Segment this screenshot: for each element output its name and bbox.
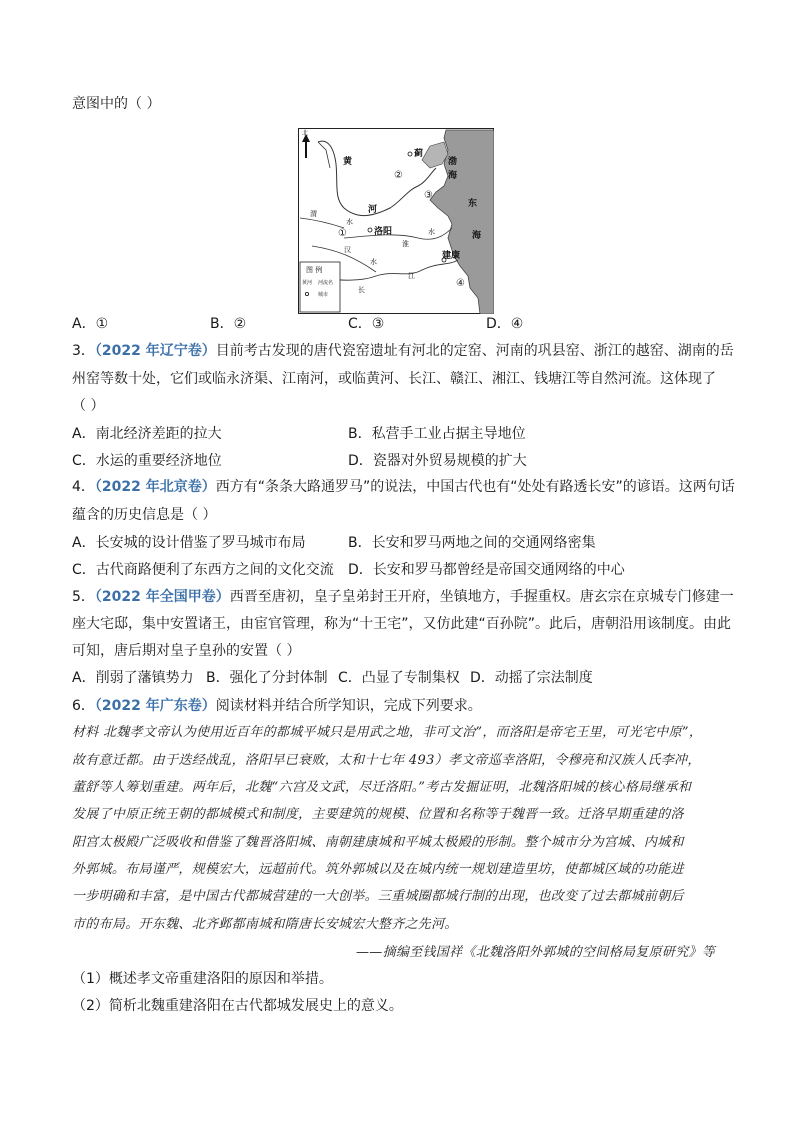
q6-material-line-6: 外郭城。布局谨严，规模宏大，远超前代。筑外郭城以及在城内统一规划建造里坊，使都城区域的功能进 (72, 862, 684, 877)
q5-number: 5． (72, 589, 95, 605)
q6-material-line-1: 材料 北魏孝文帝认为使用近百年的都城平城只是用武之地，非可文治”，而洛阳是帝宅王里，可光宅中原”， (72, 725, 703, 740)
q4-stem-1: 西方有“条条大路通罗马”的说法，中国古代也有“处处有路透长安”的谚语。这两句话 (215, 479, 735, 495)
q3-option-c: C．水运的重要经济地位 (72, 453, 222, 469)
map-label-huaishui: 水 (428, 228, 435, 236)
q5-option-c: C．凸显了专制集权 (338, 670, 460, 686)
q4-option-a: A．长安城的设计借鉴了罗马城市布局 (72, 535, 306, 551)
q5-option-d: D．动摇了宗法制度 (470, 670, 593, 686)
q5-option-b: B．强化了分封体制 (206, 670, 328, 686)
q3-option-d: D．瓷器对外贸易规模的扩大 (348, 453, 527, 469)
q6-material-citation: ——摘编至钱国祥《北魏洛阳外郭城的空间格局复原研究》等 (356, 945, 716, 960)
q5-source: （2022 年全国甲卷） (94, 589, 230, 605)
q4-source: （2022 年北京卷） (94, 479, 216, 495)
q5-stem-line-1 (72, 587, 734, 607)
map-label-donghai: 海 (472, 231, 482, 241)
q5-stem-line-3: 可知，唐后期对皇子皇孙的安置（ ） (72, 643, 301, 659)
q3-stem-line-1 (72, 341, 734, 361)
map-figure (298, 128, 494, 314)
q3-option-a: A．南北经济差距的拉大 (72, 426, 222, 442)
q5-option-a: A．削弱了藩镇势力 (72, 670, 194, 686)
q6-material-line-8: 市的布局。开东魏、北齐邺都南城和隋唐长安城宏大整齐之先河。 (72, 917, 458, 932)
map-label-hanshui: 水 (370, 258, 377, 266)
north-label: 北 (302, 130, 309, 137)
map-label-bohai2: 海 (448, 171, 458, 181)
q6-material-line-2: 故有意迁都。由于迭经战乱，洛阳早已衰败，太和十七年 493）孝文帝巡幸洛阳，令穆亮和汉族人氏李冲， (72, 753, 701, 768)
question-2-stem-tail: 意图中的（ ） (72, 96, 161, 112)
legend-river-sample: 黄河 (302, 280, 313, 286)
map-label-he: 河 (368, 205, 378, 215)
map-label-shui: 水 (346, 218, 353, 226)
map-label-bohai1: 渤 (448, 157, 458, 167)
map-label-ji: 蓟 (414, 149, 424, 159)
q3-stem-1: 目前考古发现的唐代瓷窑遗址有河北的定窑、河南的巩县窑、浙江的越窑、湖南的岳 (215, 343, 734, 359)
map-label-han: 汉 (344, 246, 351, 254)
map-label-wei: 渭 (310, 210, 317, 218)
q6-material-line-3: 董舒等人筹划重建。两年后，北魏“六宫及文武，尽迁洛阳。”考古发掘证明，北魏洛阳城的核心格局继承和 (72, 780, 692, 795)
map-label-luoyang: 洛阳 (374, 227, 393, 237)
q2-option-b: B．② (210, 316, 247, 332)
q3-number: 3． (72, 343, 95, 359)
map-marker-2: ② (394, 170, 403, 181)
q2-option-d: D．④ (486, 316, 524, 332)
legend-city-label: 城市 (318, 292, 329, 298)
q3-option-b: B．私营手工业占据主导地位 (348, 426, 526, 442)
q4-option-d: D．长安和罗马都曾经是帝国交通网络的中心 (348, 562, 625, 578)
q2-option-a: A．① (72, 316, 109, 332)
map-legend (300, 262, 340, 312)
q6-subquestion-2: （2）简析北魏重建洛阳在古代都城发展史上的意义。 (72, 998, 403, 1014)
q6-material-line-4: 发展了中原正统王朝的都城模式和制度，主要建筑的规模、位置和名称等于魏晋一致。迁洛早期重建的洛 (72, 807, 684, 822)
q4-stem-line-2: 蕴含的历史信息是（ ） (72, 507, 217, 523)
q3-source: （2022 年辽宁卷） (94, 343, 216, 359)
q4-number: 4． (72, 479, 95, 495)
q6-stem: 阅读材料并结合所学知识，完成下列要求。 (215, 698, 482, 714)
q6-number: 6． (72, 698, 95, 714)
legend-title: 图 例 (306, 266, 323, 274)
legend-river-label: 河流名 (318, 280, 334, 286)
q6-material-line-7: 一步明确和丰富，是中国古代都城营建的一大创举。三重城圈都城行制的出现，也改变了过去都城前朝后 (72, 889, 684, 904)
q4-option-c: C．古代商路便利了东西方之间的文化交流 (72, 562, 334, 578)
q3-stem-line-2: 州窑等数十处，它们或临永济渠、江南河，或临黄河、长江、赣江、湘江、钱塘江等自然河流。这体现了 (72, 371, 716, 387)
q4-option-b: B．长安和罗马两地之间的交通网络密集 (348, 535, 596, 551)
q5-stem-line-2: 座大宅邸，集中安置诸王，由宦官管理，称为“十王宅”，又仿此建“百孙院”。此后，唐朝沿用该制度。由此 (72, 616, 732, 632)
map-marker-3: ③ (424, 190, 433, 201)
map-label-jiankang: 建康 (442, 251, 461, 261)
q2-option-c: C．③ (348, 316, 385, 332)
map-marker-4: ④ (456, 278, 465, 289)
map-label-chang: 长 (358, 286, 365, 294)
map-label-huai: 淮 (402, 240, 409, 248)
map-label-huang: 黄 (343, 157, 353, 167)
map-label-jiang: 江 (408, 272, 415, 280)
q6-subquestion-1: （1）概述孝文帝重建洛阳的原因和举措。 (72, 971, 333, 987)
q5-stem-1: 西晋至唐初，皇子皇弟封王开府，坐镇地方，手握重权。唐玄宗在京城专门修建一 (229, 589, 734, 605)
map-marker-1: ① (338, 228, 347, 239)
q6-stem-line (72, 696, 482, 716)
map-label-dong: 东 (468, 199, 478, 209)
q4-stem-line-1 (72, 477, 735, 497)
q6-source: （2022 年广东卷） (94, 698, 216, 714)
q3-stem-line-3: （ ） (72, 398, 105, 414)
q6-material-line-5: 阳宫太极殿广泛吸收和借鉴了魏晋洛阳城、南朝建康城和平城太极殿的形制。整个城市分为宫城、内城和 (72, 835, 684, 850)
